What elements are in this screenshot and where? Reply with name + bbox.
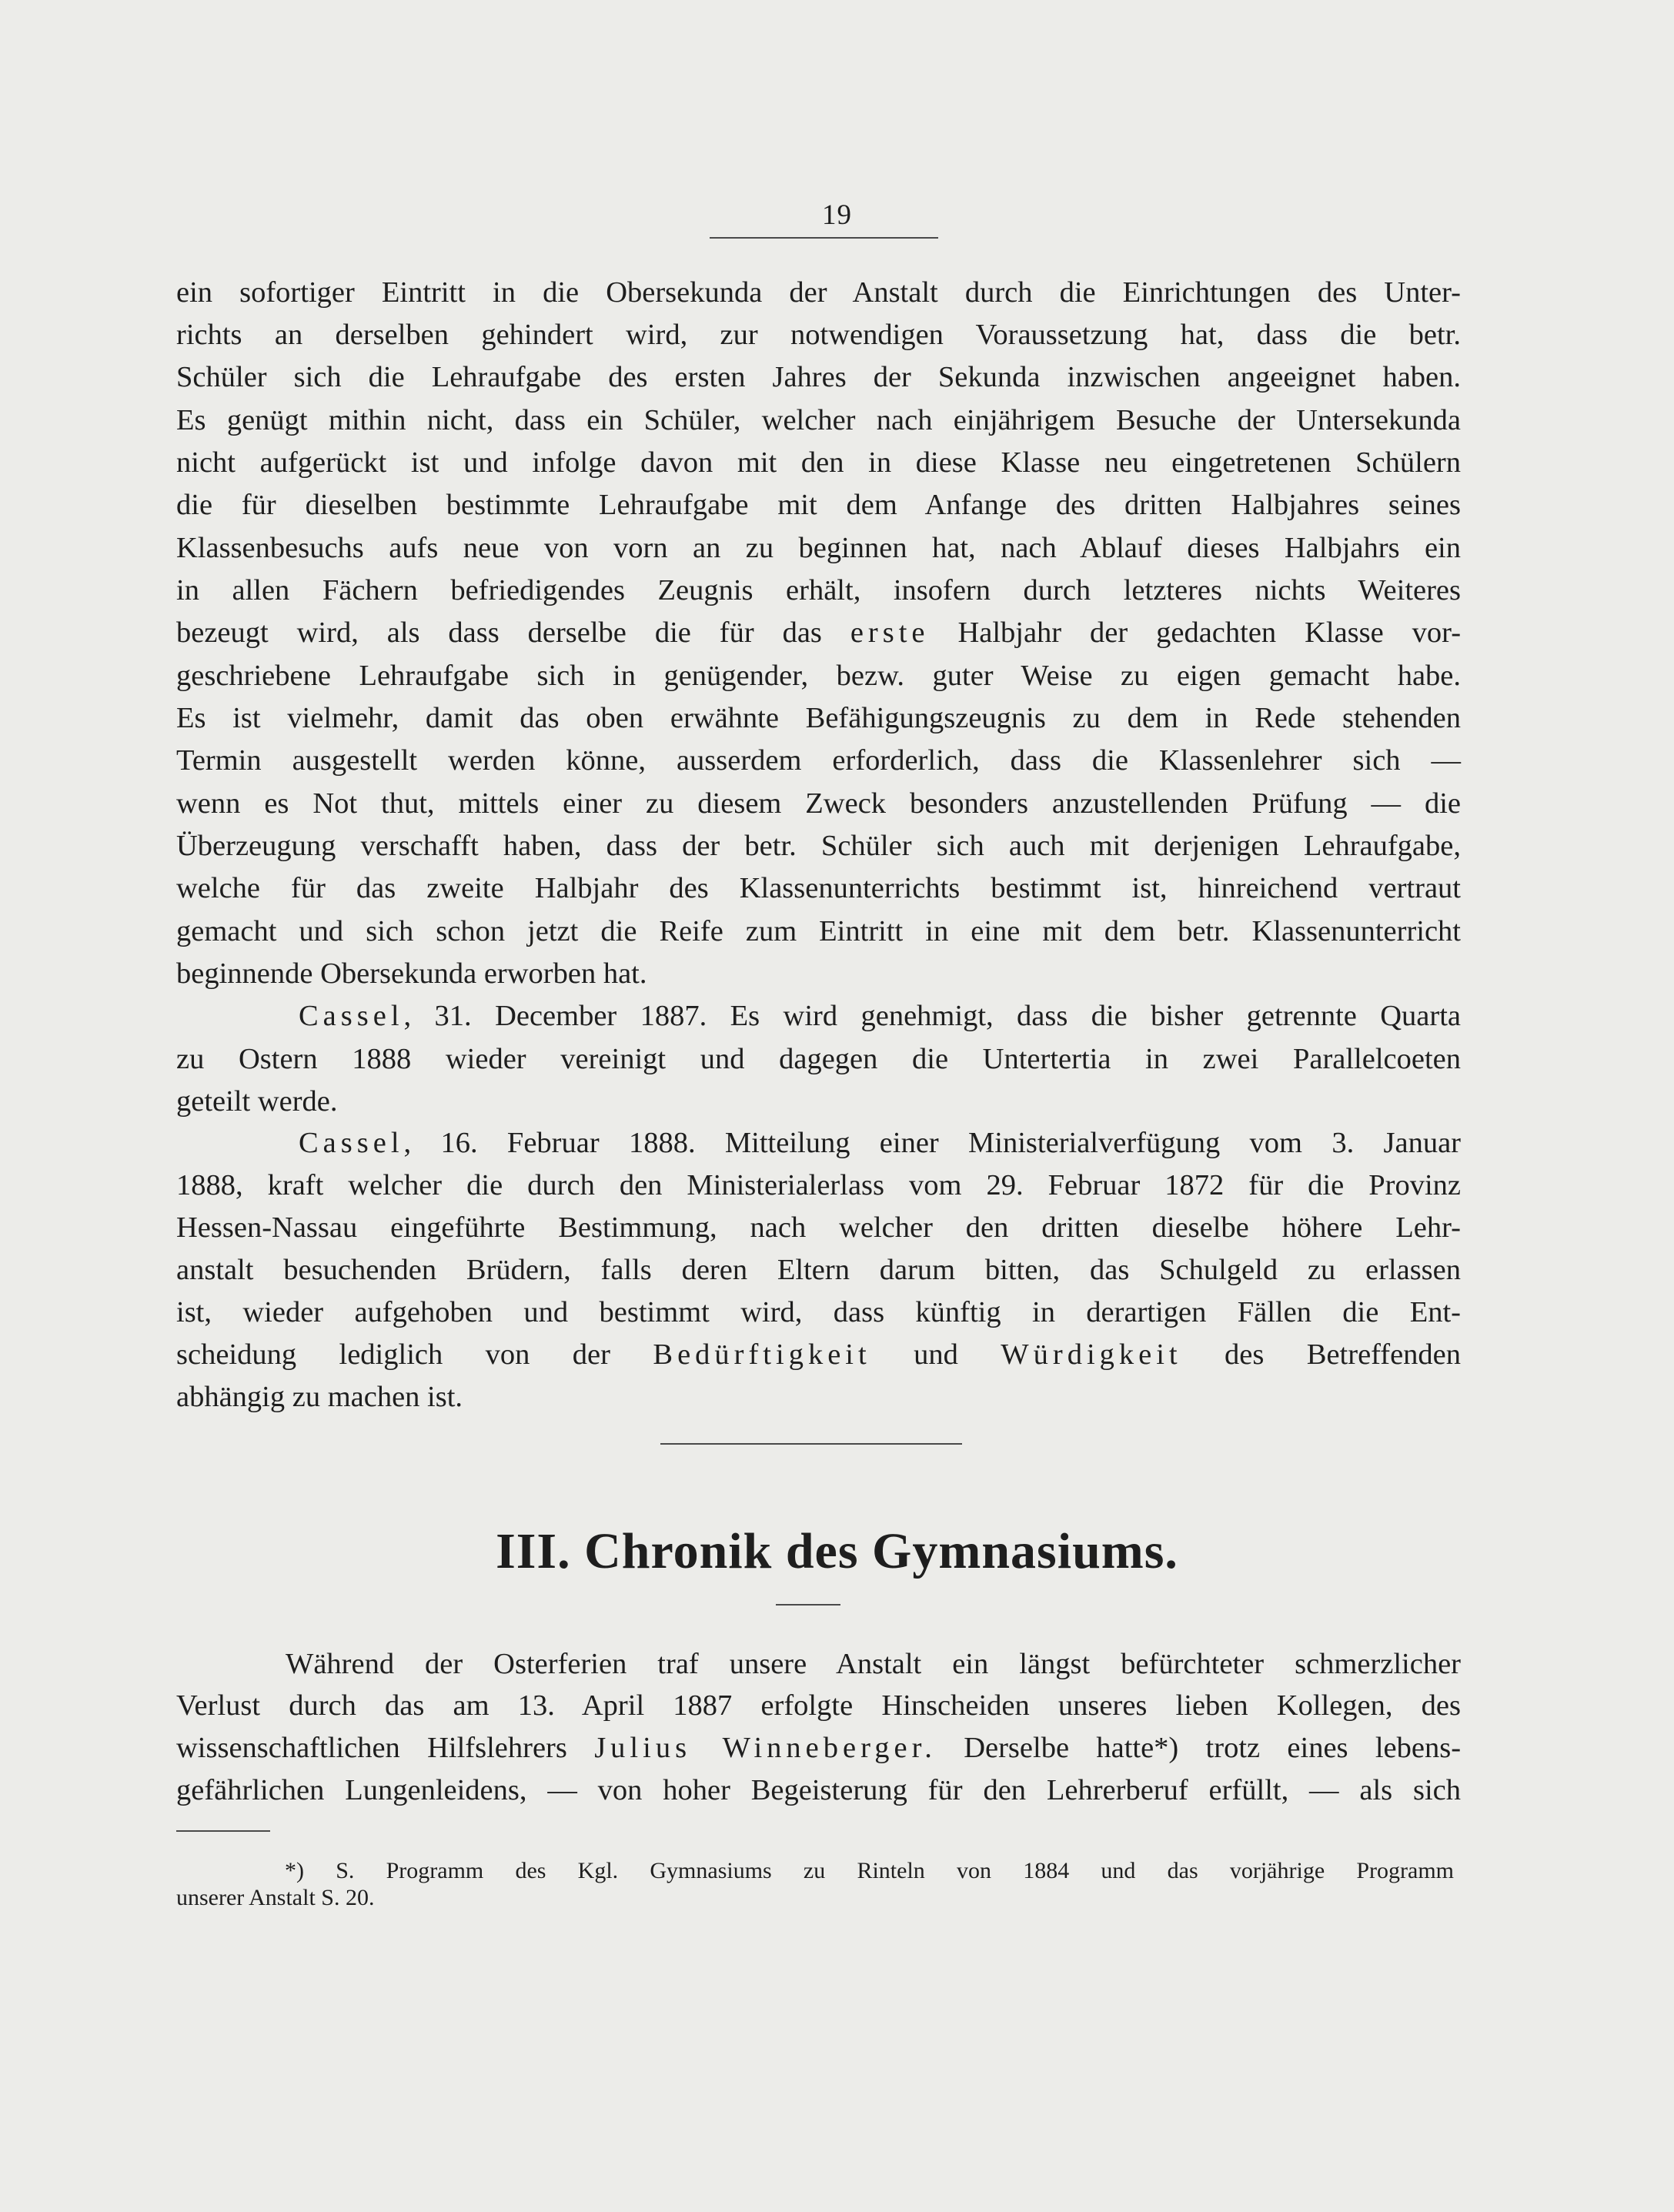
footnote-rule [176,1830,270,1832]
person-name: Julius Winneberger. [594,1732,937,1764]
place-name: Cassel [299,1127,404,1159]
emphasized-word: Bedürftigkeit [653,1338,871,1371]
text-line: Es genügt mithin nicht, dass ein Schüler, welcher nach einjährigem Besuche der Untersekunda [176,404,1461,436]
text-segment: und [914,1338,958,1371]
text-line: anstalt besuchenden Brüdern, falls deren Eltern darum bitten, das Schulgeld zu erlassen [176,1254,1461,1286]
text-line: Es ist vielmehr, damit das oben erwähnte Befähigungszeugnis zu dem in Rede stehenden [176,702,1461,734]
emphasized-word: erste [850,616,930,649]
text-line: Überzeugung verschafft haben, dass der betr. Schüler sich auch mit derjenigen Lehraufgabe, [176,830,1461,862]
text-line: in allen Fächern befriedigendes Zeugnis erhält, insofern durch letzteres nichts Weiteres [176,574,1461,606]
text-line: richts an derselben gehindert wird, zur notwendigen Voraussetzung hat, dass die betr. [176,319,1461,351]
text-segment: wissenschaftlichen Hilfslehrers [176,1732,567,1764]
footnote-line: *) S. Programm des Kgl. Gymnasiums zu Rinteln von 1884 und das vorjährige Programm [285,1858,1454,1883]
text-line: geschriebene Lehraufgabe sich in genügender, bezw. guter Weise zu eigen gemacht habe. [176,660,1461,692]
header-rule [710,237,938,239]
text-line: geteilt werde. [176,1085,338,1118]
text-segment: Derselbe hatte*) trotz eines lebens- [964,1732,1462,1764]
text-line: gefährlichen Lungenleidens, — von hoher Begeisterung für den Lehrerberuf erfüllt, — als sich [176,1774,1461,1806]
text-line: ist, wieder aufgehoben und bestimmt wird, dass künftig in derartigen Fällen die Ent- [176,1296,1461,1328]
text-line: Klassenbesuchs aufs neue von vorn an zu beginnen hat, nach Ablauf dieses Halbjahrs ein [176,532,1461,564]
text-segment: Halbjahr der gedachten Klasse vor- [957,616,1462,649]
place-name: Cassel [299,1000,404,1032]
text-line [176,1333,1461,1376]
text-line: gemacht und sich schon jetzt die Reife zum Eintritt in eine mit dem betr. Klassenunterricht [176,915,1461,947]
text-line: Hessen-Nassau eingeführte Bestimmung, nach welcher den dritten dieselbe höhere Lehr- [176,1211,1461,1244]
text-segment: scheidung lediglich von der [176,1338,610,1371]
section-heading: III. Chronik des Gymnasiums. [496,1523,1178,1579]
text-line: Termin ausgestellt werden könne, ausserdem erforderlich, dass die Klassenlehrer sich — [176,744,1461,777]
heading-underline [776,1604,840,1606]
text-line: wenn es Not thut, mittels einer zu diesem Zweck besonders anzustellenden Prüfung — die [176,787,1461,820]
text-line: Schüler sich die Lehraufgabe des ersten Jahres der Sekunda inzwischen angeeignet haben. [176,361,1461,393]
text-line [176,611,1461,654]
text-line: ein sofortiger Eintritt in die Obersekunda der Anstalt durch die Einrichtungen des Unter- [176,276,1461,309]
text-line: beginnende Obersekunda erworben hat. [176,957,647,990]
text-line [299,1121,1461,1164]
text-segment: , 31. December 1887. Es wird genehmigt, dass die bisher getrennte Quarta [403,1000,1461,1032]
text-segment: , 16. Februar 1888. Mitteilung einer Ministerialverfügung vom 3. Januar [403,1127,1461,1159]
text-line [299,994,1461,1038]
text-line: nicht aufgerückt ist und infolge davon mit den in diese Klasse neu eingetretenen Schülern [176,446,1461,479]
text-line: abhängig zu machen ist. [176,1381,463,1413]
text-line: Während der Osterferien traf unsere Anstalt ein längst befürchteter schmerzlicher [286,1648,1461,1680]
text-line: die für dieselben bestimmte Lehraufgabe mit dem Anfange des dritten Halbjahres seines [176,489,1461,521]
text-segment: bezeugt wird, als dass derselbe die für das [176,616,822,649]
section-divider [660,1443,962,1445]
text-line [176,1726,1461,1769]
text-line: zu Ostern 1888 wieder vereinigt und dagegen die Untertertia in zwei Parallelcoeten [176,1043,1461,1075]
emphasized-word: Würdigkeit [1001,1338,1182,1371]
text-line: welche für das zweite Halbjahr des Klassenunterrichts bestimmt ist, hinreichend vertraut [176,872,1461,904]
footnote-line: unserer Anstalt S. 20. [176,1885,375,1910]
text-segment: des Betreffenden [1225,1338,1462,1371]
page-number: 19 [822,199,852,231]
text-line: 1888, kraft welcher die durch den Ministerialerlass vom 29. Februar 1872 für die Provinz [176,1169,1461,1201]
text-line: Verlust durch das am 13. April 1887 erfolgte Hinscheiden unseres lieben Kollegen, des [176,1689,1461,1722]
